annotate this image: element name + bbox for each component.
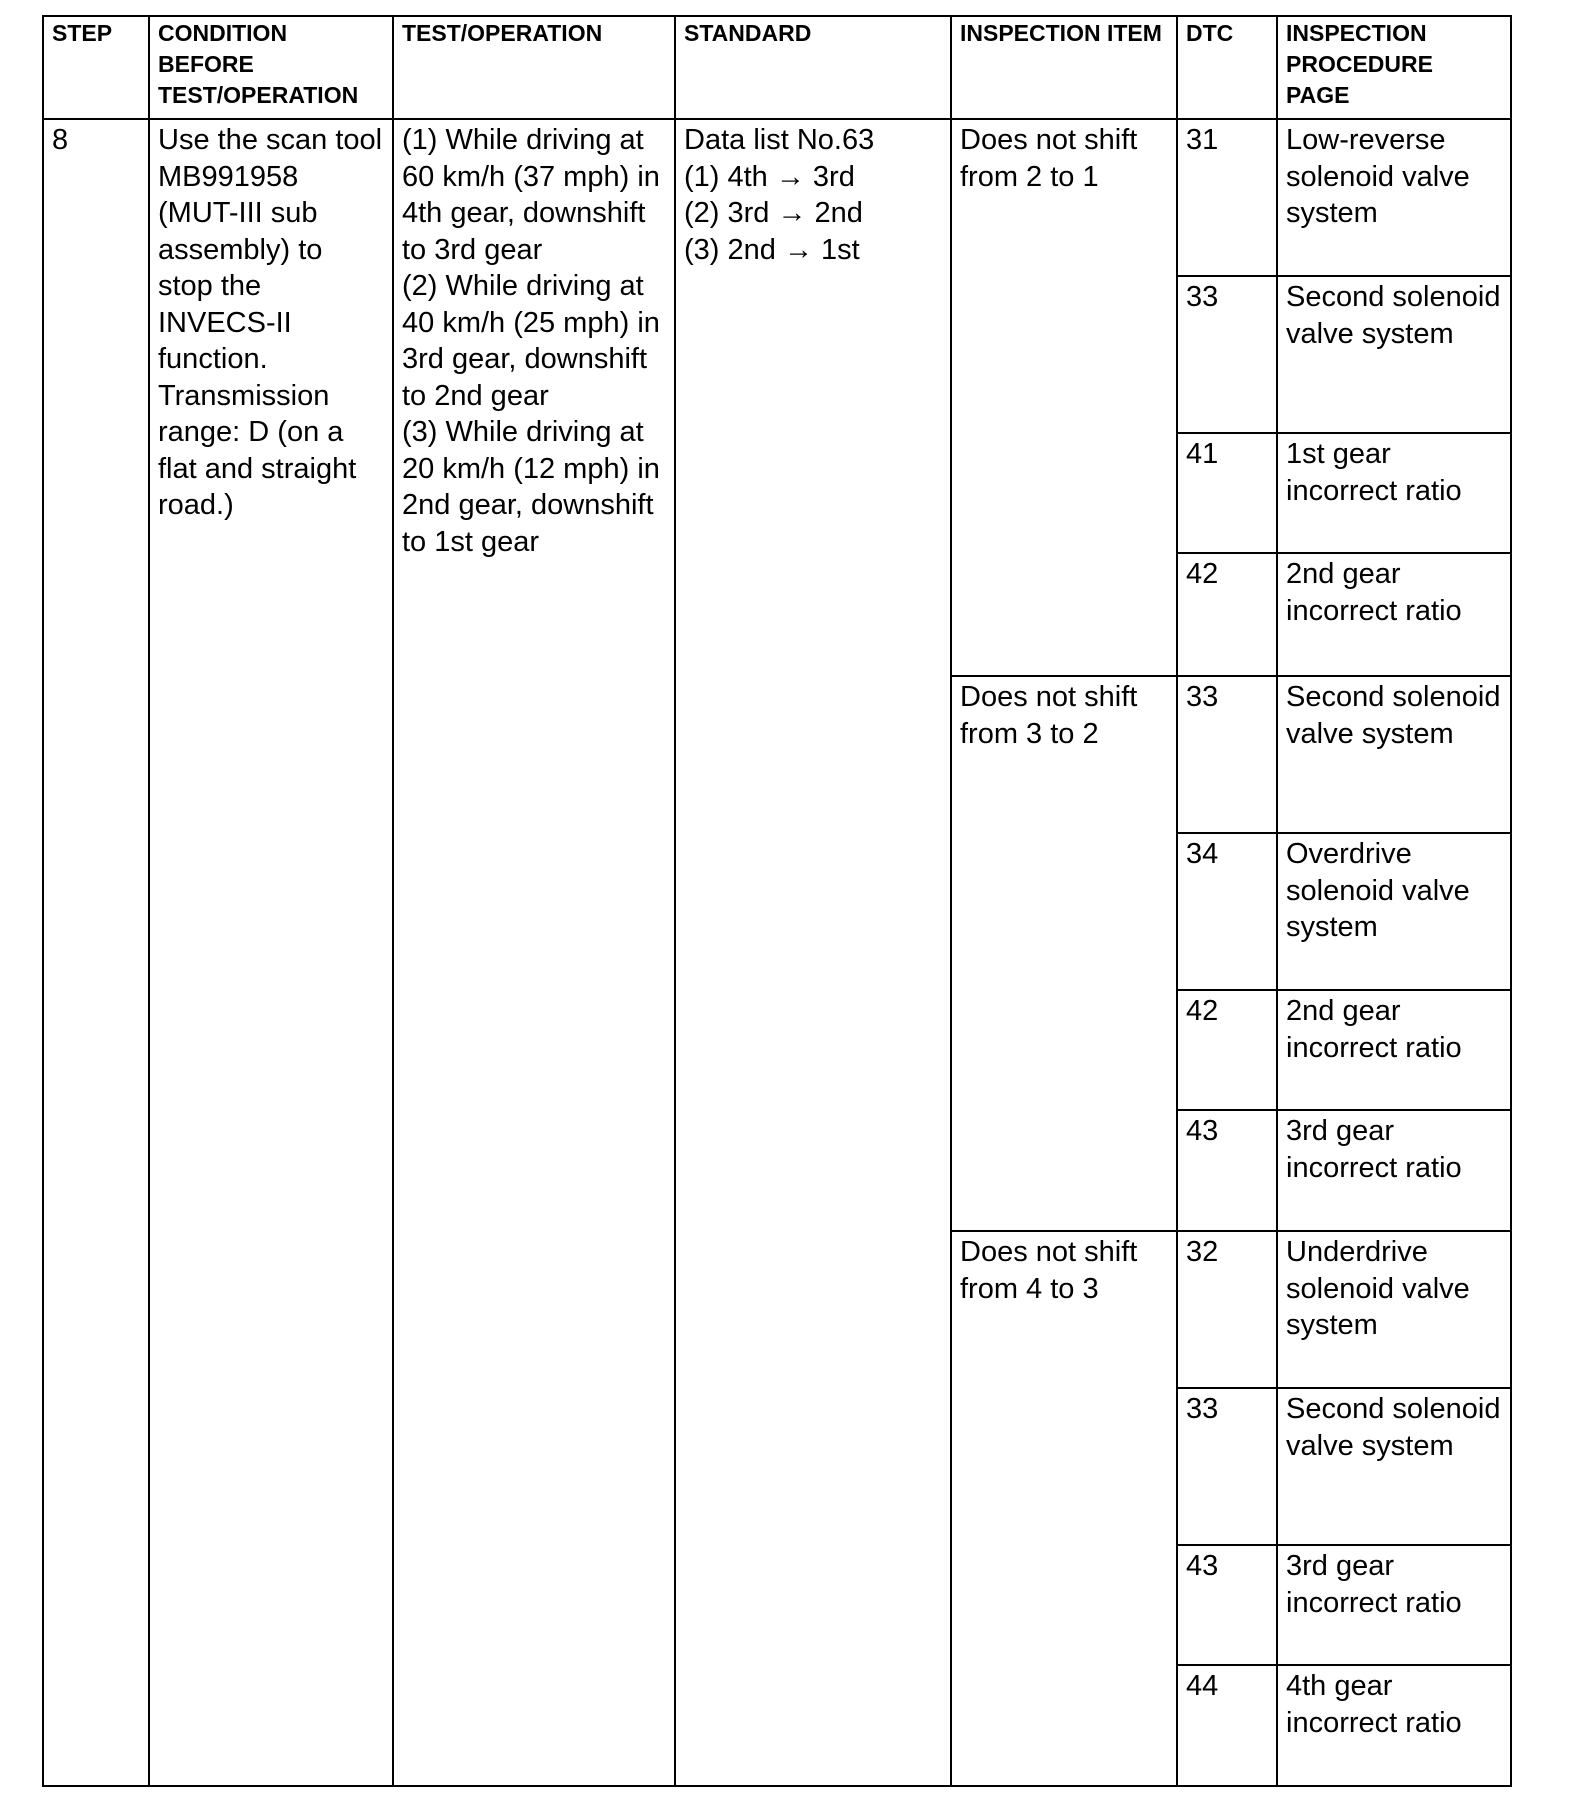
standard-line: (1) 4th → 3rd bbox=[684, 160, 855, 193]
inspection-item: Does not shift from 3 to 2 bbox=[951, 676, 1177, 1231]
header-procedure-page: INSPECTION PROCEDURE PAGE bbox=[1277, 16, 1511, 119]
standard-line: (3) 2nd → 1st bbox=[684, 233, 860, 266]
dtc-code: 33 bbox=[1177, 1388, 1277, 1545]
procedure-page: 2nd gear incorrect ratio bbox=[1277, 553, 1511, 676]
dtc-code: 42 bbox=[1177, 553, 1277, 676]
header-inspection-item: INSPECTION ITEM bbox=[951, 16, 1177, 119]
dtc-code: 42 bbox=[1177, 990, 1277, 1110]
standard-line: (2) 3rd → 2nd bbox=[684, 197, 863, 229]
header-step: STEP bbox=[43, 16, 149, 119]
inspection-item: Does not shift from 4 to 3 bbox=[951, 1231, 1177, 1786]
procedure-page: Low-reverse solenoid valve system bbox=[1277, 119, 1511, 276]
standard-title: Data list No.63 bbox=[684, 124, 875, 156]
procedure-page: Underdrive solenoid valve system bbox=[1277, 1231, 1511, 1388]
dtc-code: 34 bbox=[1177, 833, 1277, 990]
dtc-code: 31 bbox=[1177, 119, 1277, 276]
header-condition: CONDITION BEFORE TEST/OPERATION bbox=[149, 16, 393, 119]
procedure-page: Second solenoid valve system bbox=[1277, 1388, 1511, 1545]
dtc-code: 33 bbox=[1177, 676, 1277, 833]
condition-cell: Use the scan tool MB991958 (MUT-III sub assembly) to stop the INVECS-II function. Transmission range: D (on a flat and straight road.) bbox=[149, 119, 393, 1786]
standard-cell bbox=[675, 119, 951, 1786]
header-dtc: DTC bbox=[1177, 16, 1277, 119]
inspection-item: Does not shift from 2 to 1 bbox=[951, 119, 1177, 676]
dtc-code: 43 bbox=[1177, 1110, 1277, 1231]
step-number: 8 bbox=[43, 119, 149, 1786]
header-test-operation: TEST/OPERATION bbox=[393, 16, 675, 119]
dtc-code: 41 bbox=[1177, 433, 1277, 553]
inspection-table bbox=[42, 15, 1512, 1787]
procedure-page: Second solenoid valve system bbox=[1277, 676, 1511, 833]
procedure-page: 3rd gear incorrect ratio bbox=[1277, 1545, 1511, 1665]
dtc-code: 44 bbox=[1177, 1665, 1277, 1786]
dtc-code: 33 bbox=[1177, 276, 1277, 433]
procedure-page: 1st gear incorrect ratio bbox=[1277, 433, 1511, 553]
procedure-page: Second solenoid valve system bbox=[1277, 276, 1511, 433]
header-row bbox=[43, 16, 1511, 119]
procedure-page: Overdrive solenoid valve system bbox=[1277, 833, 1511, 990]
procedure-page: 3rd gear incorrect ratio bbox=[1277, 1110, 1511, 1231]
dtc-code: 43 bbox=[1177, 1545, 1277, 1665]
procedure-page: 4th gear incorrect ratio bbox=[1277, 1665, 1511, 1786]
table-row bbox=[43, 119, 1511, 276]
header-standard: STANDARD bbox=[675, 16, 951, 119]
procedure-page: 2nd gear incorrect ratio bbox=[1277, 990, 1511, 1110]
test-operation-cell: (1) While driving at 60 km/h (37 mph) in 4th gear, downshift to 3rd gear (2) While driving at 40 km/h (25 mph) in 3rd gear, downshift to 2nd gear (3) While driving at 20 km/h (12 mph) in 2nd gear, downshift to 1st gear bbox=[393, 119, 675, 1786]
dtc-code: 32 bbox=[1177, 1231, 1277, 1388]
